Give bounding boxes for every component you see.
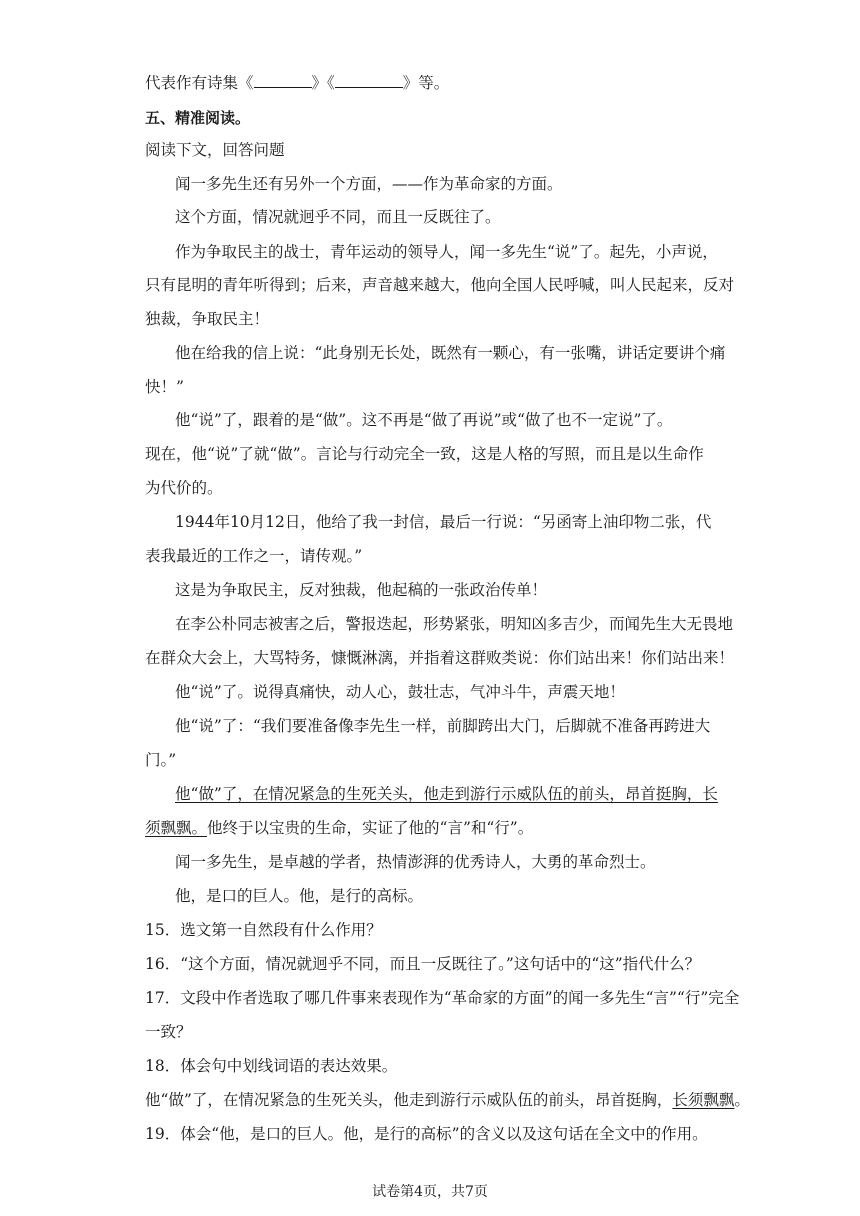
passage-line: 在李公朴同志被害之后，警报迭起，形势紧张，明知凶多吉少，而闻先生大无畏地 [175, 615, 734, 633]
question-18-sentence [145, 1090, 750, 1110]
passage-line: 在群众大会上，大骂特务，慷慨淋漓，并指着这群败类说：你们站出来！你们站出来！ [145, 649, 735, 667]
passage-line: 门。” [145, 751, 177, 769]
question-15: 15．选文第一自然段有什么作用？ [145, 921, 382, 939]
passage-line: 作为争取民主的战士，青年运动的领导人，闻一多先生“说”了。起先，小声说， [175, 243, 718, 261]
passage-line: 闻一多先生还有另外一个方面，——作为革命家的方面。 [175, 175, 563, 193]
passage-line: 闻一多先生，是卓越的学者，热情澎湃的优秀诗人，大勇的革命烈士。 [175, 853, 656, 871]
line-middle: 》《 [311, 74, 335, 92]
underlined-sentence-end-line [145, 818, 533, 838]
passage-line: 他“说”了。说得真痛快，动人心，鼓壮志，气冲斗牛，声震天地！ [175, 683, 625, 701]
line-suffix: 》等。 [402, 74, 450, 92]
passage-line: 他“说”了：“我们要准备像李先生一样，前脚跨出大门，后脚就不准备再跨进大 [175, 717, 711, 735]
line-prefix: 代表作有诗集《 [145, 74, 254, 92]
page-footer: 试卷第4页，共7页 [372, 1184, 488, 1200]
passage-line: 这是为争取民主，反对独裁，他起稿的一张政治传单！ [175, 581, 548, 599]
question-19: 19．体会“他，是口的巨人。他，是行的高标”的含义以及这句话在全文中的作用。 [145, 1125, 708, 1143]
question-16: 16．“这个方面，情况就迥乎不同，而且一反既往了。”这句话中的“这”指代什么？ [145, 955, 701, 973]
reading-instruction: 阅读下文，回答问题 [145, 141, 285, 159]
underlined-sentence-end: 须飘飘。 [145, 819, 208, 837]
passage-line: 只有昆明的青年听得到；后来，声音越来越大，他向全国人民呼喊，叫人民起来，反对 [145, 276, 735, 294]
section-title: 五、精准阅读。 [145, 109, 251, 127]
sentence-end: 。 [734, 1091, 750, 1109]
passage-line: 他，是口的巨人。他，是行的高标。 [175, 887, 424, 905]
question-17: 17．文段中作者选取了哪几件事来表现作为“革命家的方面”的闻一多先生“言”“行”完全 [145, 989, 740, 1007]
answer-blank-2[interactable] [335, 73, 403, 88]
passage-line: 这个方面，情况就迥乎不同，而且一反既往了。 [175, 208, 501, 226]
passage-line: 为代价的。 [145, 479, 223, 497]
question-17-continued: 一致？ [145, 1023, 192, 1041]
question-18: 18．体会句中划线词语的表达效果。 [145, 1057, 398, 1075]
question-18-sentence-text: 他“做”了，在情况紧急的生死关头，他走到游行示威队伍的前头，昂首挺胸， [145, 1091, 673, 1109]
passage-line: 现在，他“说”了就“做”。言论与行动完全一致，这是人格的写照，而且是以生命作 [145, 445, 704, 463]
passage-line: 他在给我的信上说：“此身别无长处，既然有一颗心，有一张嘴，讲话定要讲个痛 [175, 344, 726, 362]
passage-line: 独裁，争取民主！ [145, 310, 270, 328]
poetry-collection-line [145, 73, 449, 93]
passage-text: 他终于以宝贵的生命，实证了他的“言”和“行”。 [207, 819, 534, 837]
passage-line: 1944年10月12日，他给了我一封信，最后一行说：“另函寄上油印物二张，代 [175, 513, 712, 531]
passage-line: 快！” [145, 378, 184, 396]
passage-line: 表我最近的工作之一，请传观。” [145, 547, 363, 565]
answer-blank-1[interactable] [254, 73, 312, 88]
passage-line: 他“说”了，跟着的是“做”。这不再是“做了再说”或“做了也不一定说”了。 [175, 411, 673, 429]
underlined-phrase: 长须飘飘 [672, 1091, 735, 1109]
underlined-sentence: 他“做”了，在情况紧急的生死关头，他走到游行示威队伍的前头，昂首挺胸，长 [175, 785, 718, 803]
